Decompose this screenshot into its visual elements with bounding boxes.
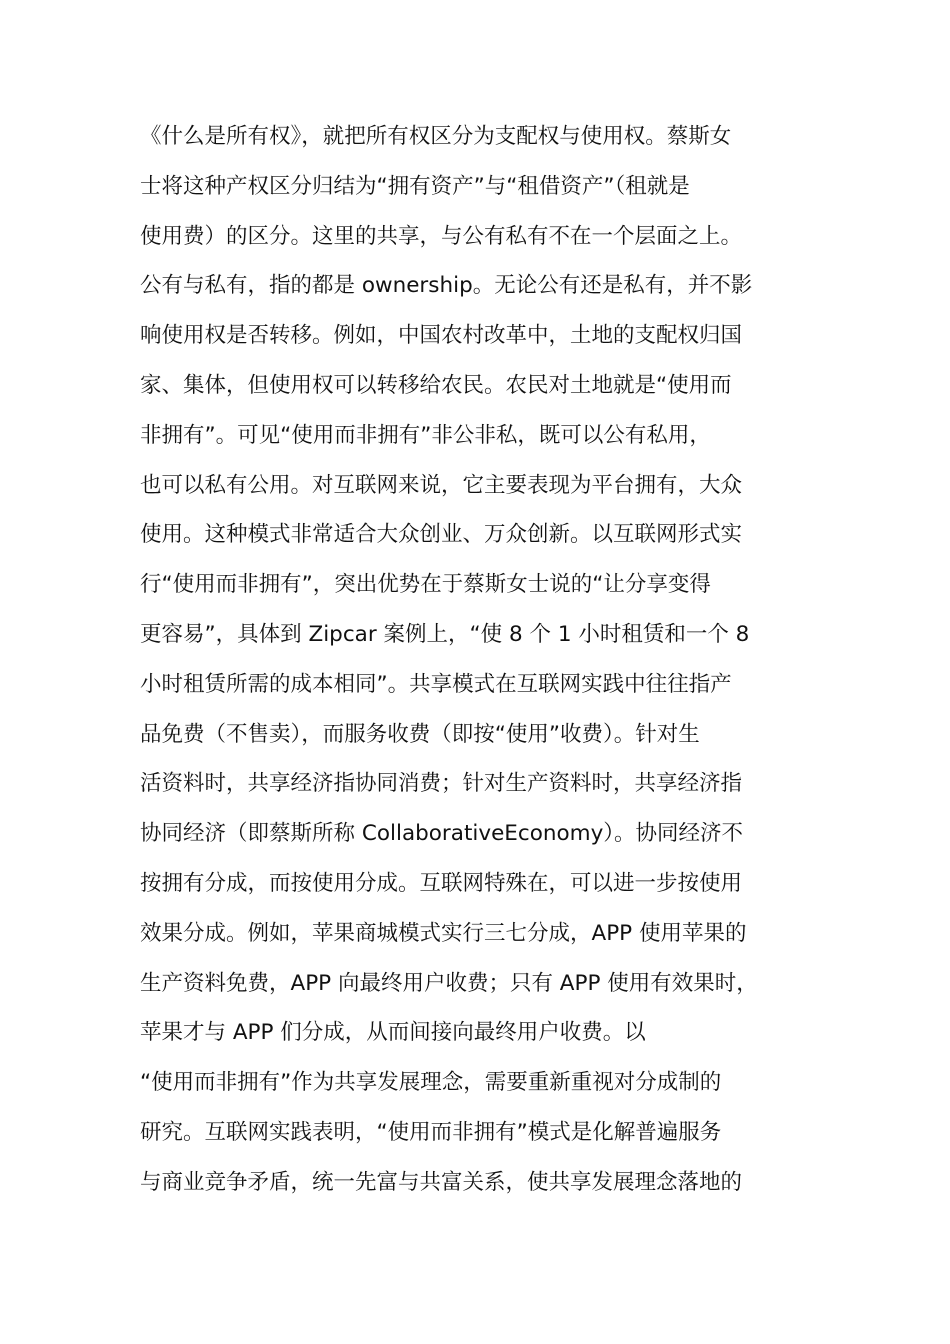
- text-line: 按拥有分成，而按使用分成。互联网特殊在，可以进一步按使用: [140, 870, 743, 896]
- text-line: 研究。互联网实践表明，“使用而非拥有”模式是化解普遍服务: [140, 1119, 722, 1145]
- text-line: 响使用权是否转移。例如，中国农村改革中，土地的支配权归国: [140, 323, 743, 349]
- text-line: 小时租赁所需的成本相同”。共享模式在互联网实践中往往指产: [140, 671, 732, 697]
- text-line: 苹果才与 APP 们分成，从而间接向最终用户收费。以: [140, 1020, 646, 1046]
- text-line: 非拥有”。可见“使用而非拥有”非公非私，既可以公有私用，: [140, 422, 711, 448]
- text-line: 活资料时，共享经济指协同消费；针对生产资料时，共享经济指: [140, 771, 743, 797]
- text-line: 《什么是所有权》，就把所有权区分为支配权与使用权。蔡斯女: [140, 124, 732, 149]
- text-line: 行“使用而非拥有”，突出优势在于蔡斯女士说的“让分享变得: [140, 572, 711, 598]
- text-line: “使用而非拥有”作为共享发展理念，需要重新重视对分成制的: [140, 1070, 722, 1096]
- text-line: 使用费）的区分。这里的共享，与公有私有不在一个层面之上。: [140, 223, 743, 249]
- text-line: 家、集体，但使用权可以转移给农民。农民对土地就是“使用而: [140, 372, 732, 398]
- text-line: 士将这种产权区分归结为“拥有资产”与“租借资产”（租就是: [140, 173, 690, 199]
- text-line: 品免费（不售卖），而服务收费（即按“使用”收费）。针对生: [140, 721, 700, 747]
- text-line: 公有与私有，指的都是 ownership。无论公有还是私有，并不影: [140, 273, 753, 299]
- text-line: 效果分成。例如，苹果商城模式实行三七分成，APP 使用苹果的: [140, 920, 747, 946]
- text-line: 协同经济（即蔡斯所称 CollaborativeEconomy）。协同经济不: [140, 821, 744, 847]
- text-line: 使用。这种模式非常适合大众创业、万众创新。以互联网形式实: [140, 522, 743, 548]
- text-line: 更容易”，具体到 Zipcar 案例上，“使 8 个 1 小时租赁和一个 8: [140, 621, 750, 647]
- text-line: 与商业竞争矛盾，统一先富与共富关系，使共享发展理念落地的: [140, 1169, 743, 1195]
- body-text: [140, 112, 840, 1208]
- text-line: 生产资料免费，APP 向最终用户收费；只有 APP 使用有效果时，: [140, 970, 758, 996]
- text-line: 也可以私有公用。对互联网来说，它主要表现为平台拥有，大众: [140, 472, 743, 498]
